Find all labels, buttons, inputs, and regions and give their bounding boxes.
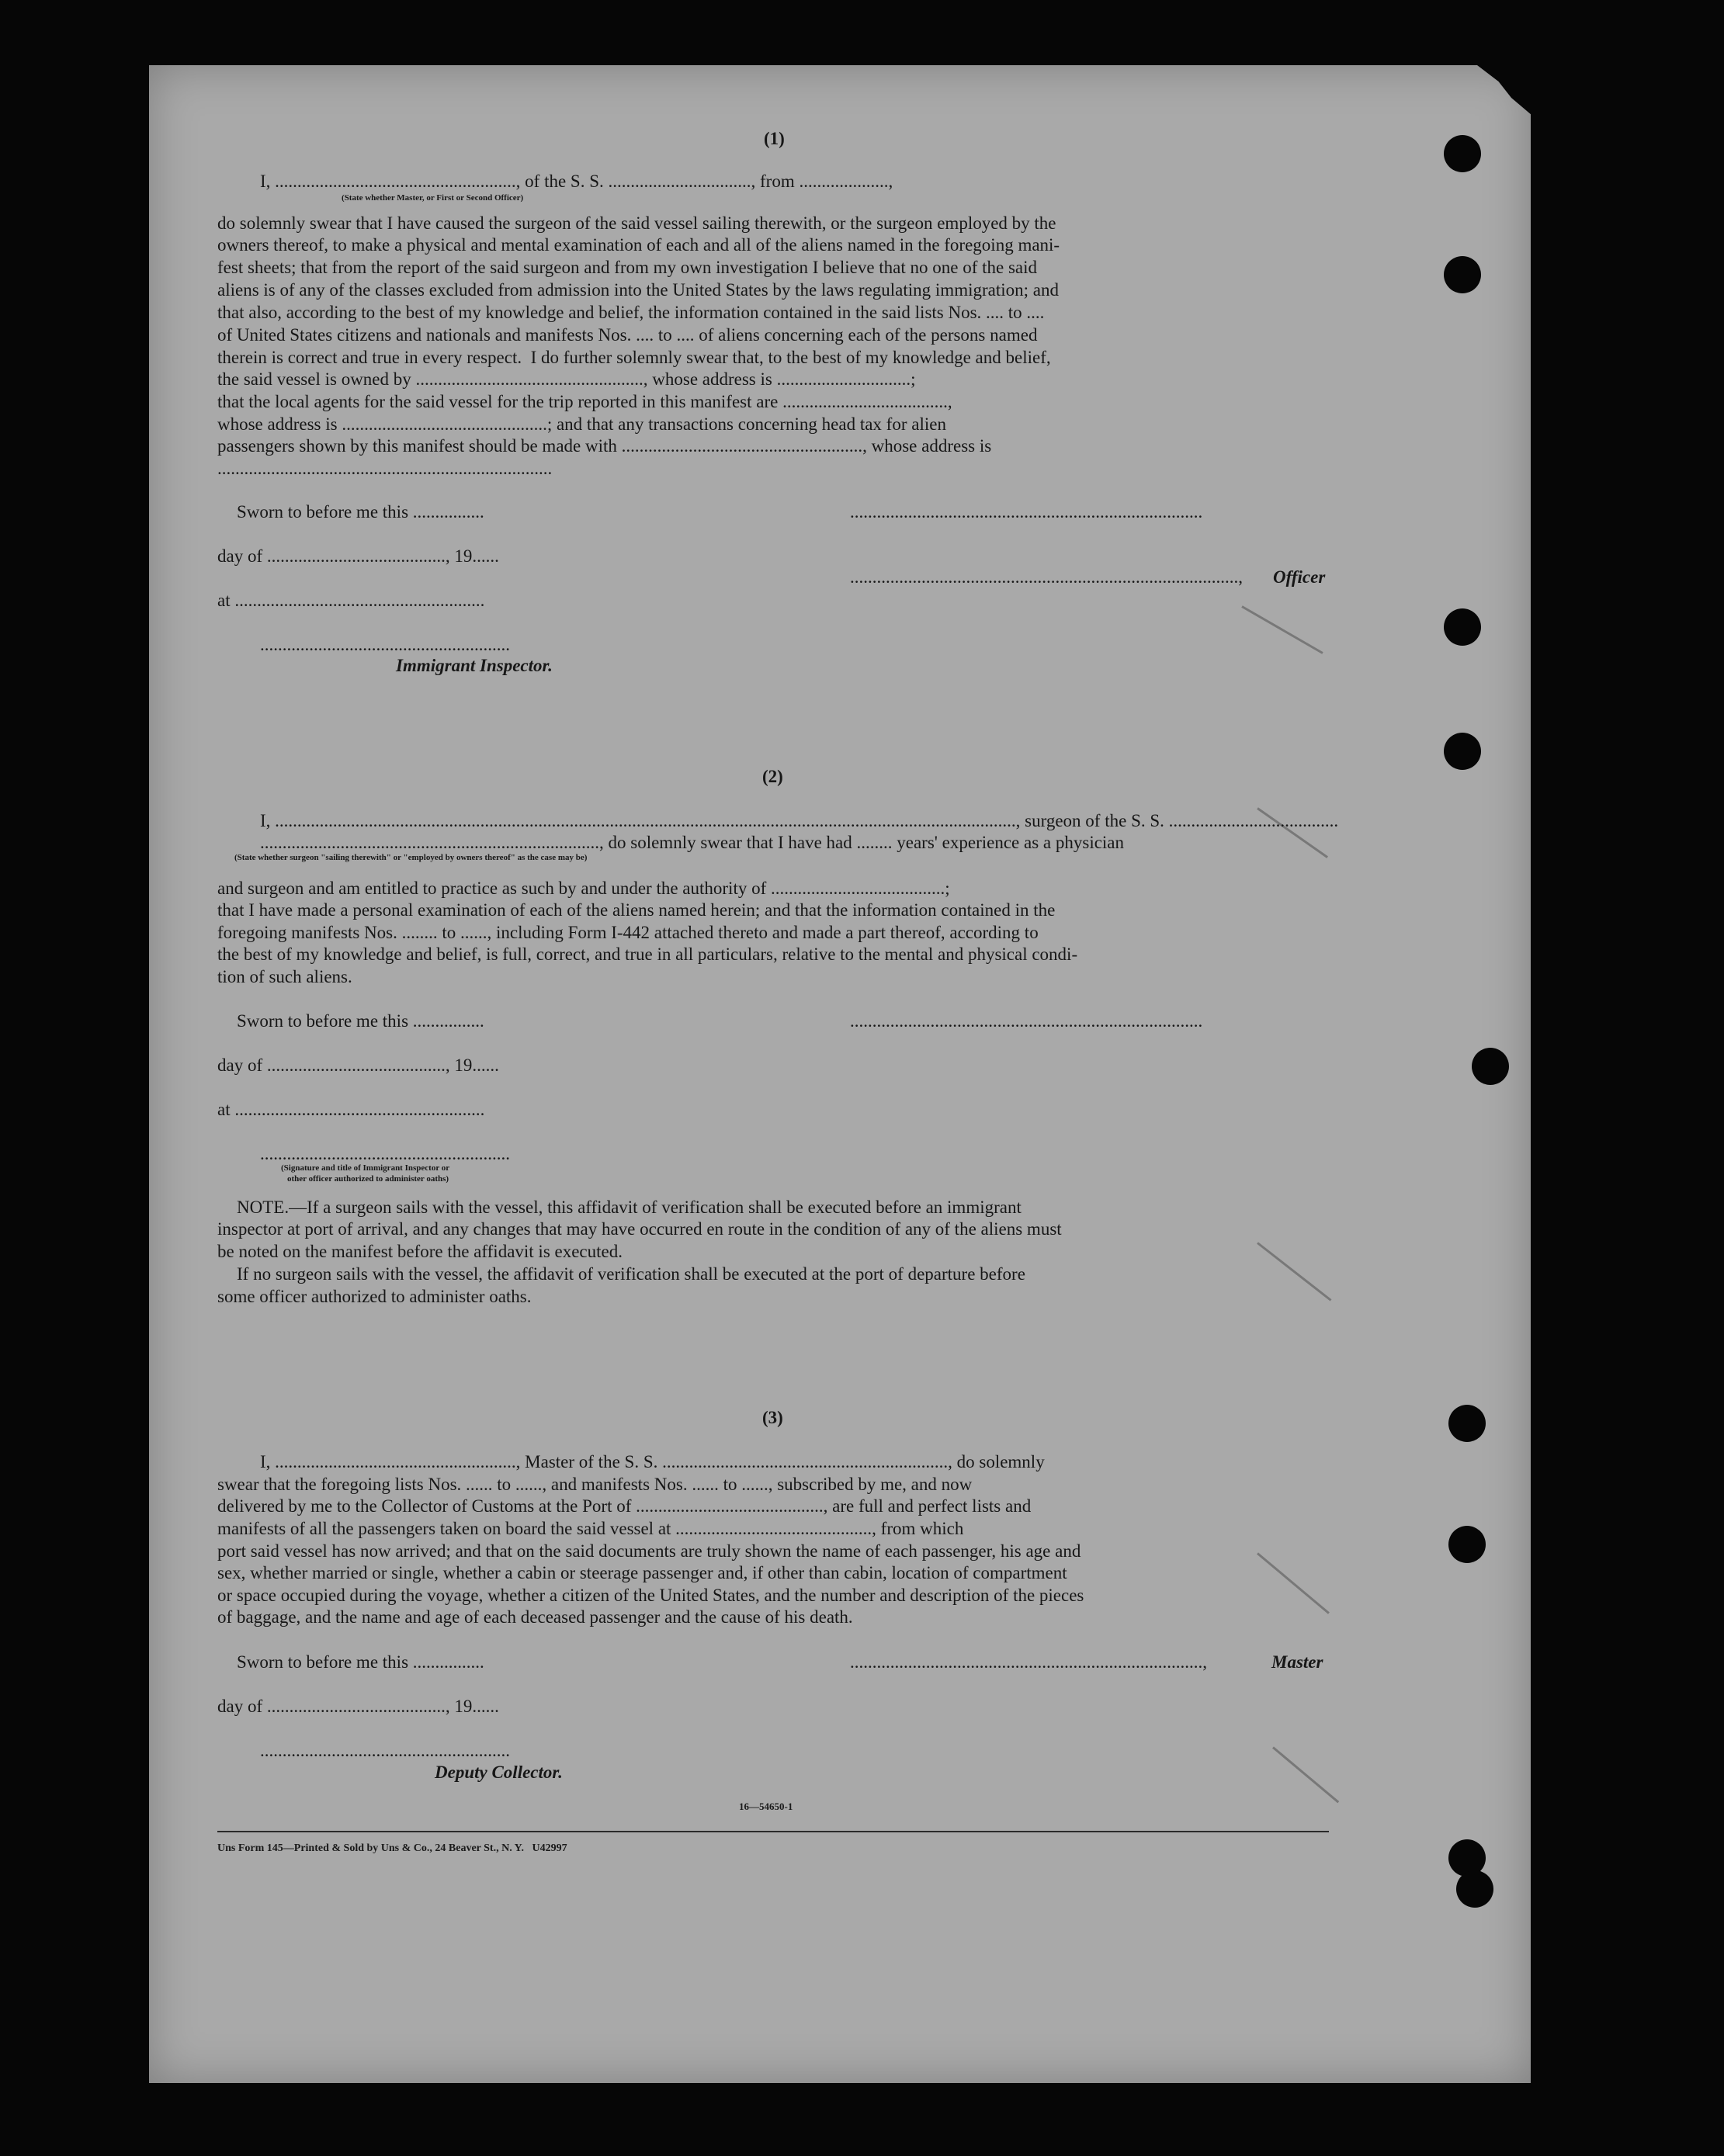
section-2-para-line: that I have made a personal examination of each of the aliens named herein; and that the information contained in the — [217, 900, 1056, 920]
officer-sig-line: ......................................................................................., — [850, 567, 1243, 587]
section-2-oath-line: ............................................................................, do solemnly swear that I have had ........ years' experience as a physician — [260, 833, 1125, 852]
section-1-oath-line: I, ......................................................, of the S. S. ................................, from ...................., — [260, 172, 893, 191]
punch-hole — [1444, 135, 1481, 172]
note-line: some officer authorized to administer oaths. — [217, 1287, 532, 1306]
section-1-para-line: that also, according to the best of my knowledge and belief, the information contained in the said lists Nos. .... to .... — [217, 303, 1045, 322]
deputy-collector-label: Deputy Collector. — [435, 1763, 563, 1782]
punch-hole — [1448, 1405, 1486, 1442]
section-2-para-line: the best of my knowledge and belief, is full, correct, and true in all particulars, relative to the mental and physical condi- — [217, 945, 1078, 964]
section-1-para-line: do solemnly swear that I have caused the surgeon of the said vessel sailing therewith, or the surgeon employed by the — [217, 213, 1056, 233]
surgeon-sig-line: ............................................................................... — [850, 1011, 1203, 1031]
section-3-para-line: port said vessel has now arrived; and that on the said documents are truly shown the name of each passenger, his age and — [217, 1541, 1081, 1561]
section-1-para-line: that the local agents for the said vessel for the trip reported in this manifest are ....................................., — [217, 392, 952, 411]
section-2-caption: (State whether surgeon "sailing therewith" or "employed by owners thereof" as the case may be) — [234, 853, 588, 862]
section-2-number: (2) — [762, 767, 783, 786]
section-3-para-line: of baggage, and the name and age of each deceased passenger and the cause of his death. — [217, 1607, 853, 1627]
master-label: Master — [1271, 1652, 1323, 1672]
section-3-oath-line: I, ......................................................, Master of the S. S. ................................................................, do solemnly — [260, 1452, 1045, 1471]
officer-label: Officer — [1273, 567, 1326, 587]
section-2-sig-caption: (Signature and title of Immigrant Inspector or — [281, 1163, 450, 1173]
section-1-sworn: Sworn to before me this ................ — [237, 502, 484, 522]
punch-hole — [1472, 1048, 1509, 1085]
form-number: 16—54650-1 — [739, 1801, 793, 1812]
section-1-para-line: aliens is of any of the classes excluded from admission into the United States by the laws regulating immigration; and — [217, 280, 1059, 300]
section-2-sig-line: ........................................................ — [260, 1144, 510, 1163]
section-1-para-line: therein is correct and true in every respect. I do further solemnly swear that, to the best of my knowledge and belief, — [217, 348, 1051, 367]
section-2-para-line: tion of such aliens. — [217, 967, 352, 986]
section-1-sig-line: ........................................................ — [260, 635, 510, 654]
section-1-day: day of ........................................, 19...... — [217, 546, 499, 566]
section-3-number: (3) — [762, 1408, 783, 1427]
section-2-sig-caption: other officer authorized to administer oaths) — [287, 1174, 449, 1184]
section-1-caption: (State whether Master, or First or Second Officer) — [342, 193, 524, 203]
section-1-para-line: the said vessel is owned by ..................................................., whose address is ..............................; — [217, 369, 916, 389]
section-3-para-line: sex, whether married or single, whether a cabin or steerage passenger and, if other than cabin, location of compartment — [217, 1563, 1067, 1582]
section-3-para-line: swear that the foregoing lists Nos. ...... to ......, and manifests Nos. ...... to ......, subscribed by me, and now — [217, 1475, 973, 1494]
note-line: If no surgeon sails with the vessel, the affidavit of verification shall be executed at the port of departure before — [237, 1264, 1025, 1284]
punch-hole — [1444, 733, 1481, 770]
master-sig-line: ..............................................................................., — [850, 1652, 1207, 1672]
section-2-sworn: Sworn to before me this ................ — [237, 1011, 484, 1031]
section-3-para-line: manifests of all the passengers taken on board the said vessel at ............................................, from which — [217, 1519, 964, 1538]
punch-hole — [1444, 256, 1481, 293]
section-1-para-line: fest sheets; that from the report of the said surgeon and from my own investigation I believe that no one of the said — [217, 258, 1038, 277]
section-2-day: day of ........................................, 19...... — [217, 1055, 499, 1075]
note-line: be noted on the manifest before the affidavit is executed. — [217, 1242, 623, 1261]
section-3-para-line: delivered by me to the Collector of Customs at the Port of .........................................., are full and perfect lists and — [217, 1496, 1032, 1516]
note-line: NOTE.—If a surgeon sails with the vessel, this affidavit of verification shall be executed before an immigrant — [237, 1198, 1022, 1217]
printer-footer: Uns Form 145—Printed & Sold by Uns & Co., 24 Beaver St., N. Y. U42997 — [217, 1842, 567, 1854]
section-2-at: at ........................................................ — [217, 1100, 485, 1119]
section-1-number: (1) — [764, 129, 785, 148]
section-1-para-line: whose address is ..............................................; and that any transactions concerning head tax for alien — [217, 414, 946, 434]
immigrant-inspector-label: Immigrant Inspector. — [396, 656, 553, 675]
punch-hole — [1456, 1870, 1493, 1908]
section-3-day: day of ........................................, 19...... — [217, 1697, 499, 1716]
section-3-sig-line: ........................................................ — [260, 1741, 510, 1760]
section-1-para-line: ........................................................................... — [217, 459, 553, 478]
section-1-para-line: of United States citizens and nationals and manifests Nos. .... to .... of aliens concerning each of the persons named — [217, 325, 1038, 345]
section-2-para-line: foregoing manifests Nos. ........ to ......, including Form I-442 attached thereto and made a part thereof, according to — [217, 923, 1039, 942]
section-3-para-line: or space occupied during the voyage, whether a citizen of the United States, and the number and description of the pieces — [217, 1586, 1084, 1605]
section-1-para-line: passengers shown by this manifest should be made with ......................................................, whose address is — [217, 436, 992, 456]
punch-hole — [1448, 1526, 1486, 1563]
section-1-para-line: owners thereof, to make a physical and mental examination of each and all of the aliens named in the foregoing mani- — [217, 235, 1060, 255]
section-2-oath-line: I, ......................................................................................................................................................................, surgeon of the S. S. ...................................... — [260, 811, 1339, 830]
footer-divider — [217, 1831, 1329, 1832]
section-1-at: at ........................................................ — [217, 591, 485, 610]
note-line: inspector at port of arrival, and any changes that may have occurred en route in the condition of any of the aliens must — [217, 1219, 1062, 1239]
punch-hole — [1444, 608, 1481, 646]
section-3-sworn: Sworn to before me this ................ — [237, 1652, 484, 1672]
officer-sig-line: ............................................................................... — [850, 502, 1203, 522]
section-2-para-line: and surgeon and am entitled to practice as such by and under the authority of .......................................; — [217, 879, 950, 898]
